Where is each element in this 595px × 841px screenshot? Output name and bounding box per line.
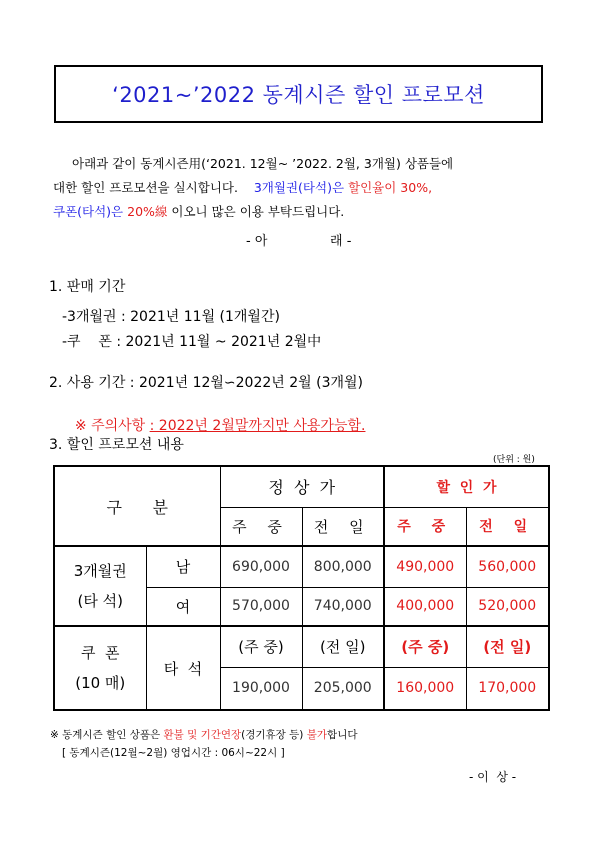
warning-text: : 2022년 2월말까지만 사용가능함. <box>149 418 366 434</box>
note-text-e: 합니다 <box>327 729 358 741</box>
female-normal-weekday: 570,000 <box>220 587 302 626</box>
row-coupon-label: 쿠 폰 (10 매) <box>54 626 146 710</box>
below-heading-b: 래 - <box>330 234 352 249</box>
warning-prefix: ※ 주의사항 <box>74 418 150 434</box>
section2-heading: 2. 사용 기간 : 2021년 12월∽2022년 2월 (3개월) <box>49 375 364 391</box>
note-line-2: [ 동계시즌(12월~2월) 영업시간 : 06시~22시 ] <box>62 747 285 759</box>
row-tasuk-label: 타 석 <box>146 626 220 710</box>
coupon-header-normal-weekday: (주 중) <box>220 626 302 667</box>
note-impossible: 불가 <box>306 729 328 741</box>
below-heading-a: - 아 <box>246 234 268 249</box>
note-refund: 환불 및 기간연장 <box>163 729 242 741</box>
intro-line-2 <box>53 176 432 200</box>
coupon-discount-allday: 170,000 <box>466 667 549 710</box>
header-discount-allday: 전 일 <box>466 507 549 546</box>
header-normal-allday: 전 일 <box>302 507 384 546</box>
intro-line-2-text: 대한 할인 프로모션을 실시합니다. <box>53 180 238 195</box>
intro-discount-rate: 할인율이 30%, <box>348 180 433 195</box>
coupon-header-normal-allday: (전 일) <box>302 626 384 667</box>
note-text-c: (경기휴장 등) <box>241 729 307 741</box>
coupon-header-discount-weekday: (주 중) <box>384 626 466 667</box>
section3-heading: 3. 할인 프로모션 내용 <box>49 437 184 453</box>
row-male-label: 남 <box>146 546 220 587</box>
section1-heading: 1. 판매 기간 <box>49 279 126 295</box>
female-discount-weekday: 400,000 <box>384 587 466 626</box>
page-title: ‘2021~’2022 동계시즌 할인 프로모션 <box>54 65 543 123</box>
row-3month-label: 3개월권 (타 석) <box>54 546 146 626</box>
note-star-icon: ※ <box>50 729 59 741</box>
coupon-normal-allday: 205,000 <box>302 667 384 710</box>
coupon-header-discount-allday: (전 일) <box>466 626 549 667</box>
promotion-table <box>53 465 550 711</box>
male-discount-weekday: 490,000 <box>384 546 466 587</box>
female-normal-allday: 740,000 <box>302 587 384 626</box>
male-normal-weekday: 690,000 <box>220 546 302 587</box>
end-mark: - 이 상 - <box>469 770 517 784</box>
section1-item-3month: -3개월권 : 2021년 11월 (1개월간) <box>62 309 280 325</box>
intro-line-3-text: 이오니 많은 이용 부탁드립니다. <box>171 204 345 219</box>
intro-line-3 <box>53 200 344 224</box>
note-line-1 <box>50 727 357 742</box>
row-female-label: 여 <box>146 587 220 626</box>
female-discount-allday: 520,000 <box>466 587 549 626</box>
header-normal-price: 정 상 가 <box>220 466 384 507</box>
header-discount-price: 할 인 가 <box>384 466 549 507</box>
intro-coupon-rate: 20%線 <box>127 204 168 219</box>
male-discount-allday: 560,000 <box>466 546 549 587</box>
intro-3month-label: 3개월권(타석)은 <box>253 180 345 195</box>
header-discount-weekday: 주 중 <box>384 507 466 546</box>
intro-coupon-label: 쿠폰(타석)은 <box>53 204 124 219</box>
table-row <box>54 546 549 587</box>
coupon-normal-weekday: 190,000 <box>220 667 302 710</box>
section2-warning <box>66 399 365 435</box>
unit-label: (단위 : 원) <box>493 455 535 465</box>
table-row <box>54 626 549 667</box>
coupon-discount-weekday: 160,000 <box>384 667 466 710</box>
section1-item-coupon: -쿠 폰 : 2021년 11월 ~ 2021년 2월中 <box>62 334 322 350</box>
intro-line-1: 아래과 같이 동계시즌用(‘2021. 12월~ ’2022. 2월, 3개월) 상품들에 <box>72 156 454 171</box>
header-category: 구 분 <box>54 466 220 546</box>
note-text-a: 동계시즌 할인 상품은 <box>62 729 164 741</box>
header-normal-weekday: 주 중 <box>220 507 302 546</box>
male-normal-allday: 800,000 <box>302 546 384 587</box>
